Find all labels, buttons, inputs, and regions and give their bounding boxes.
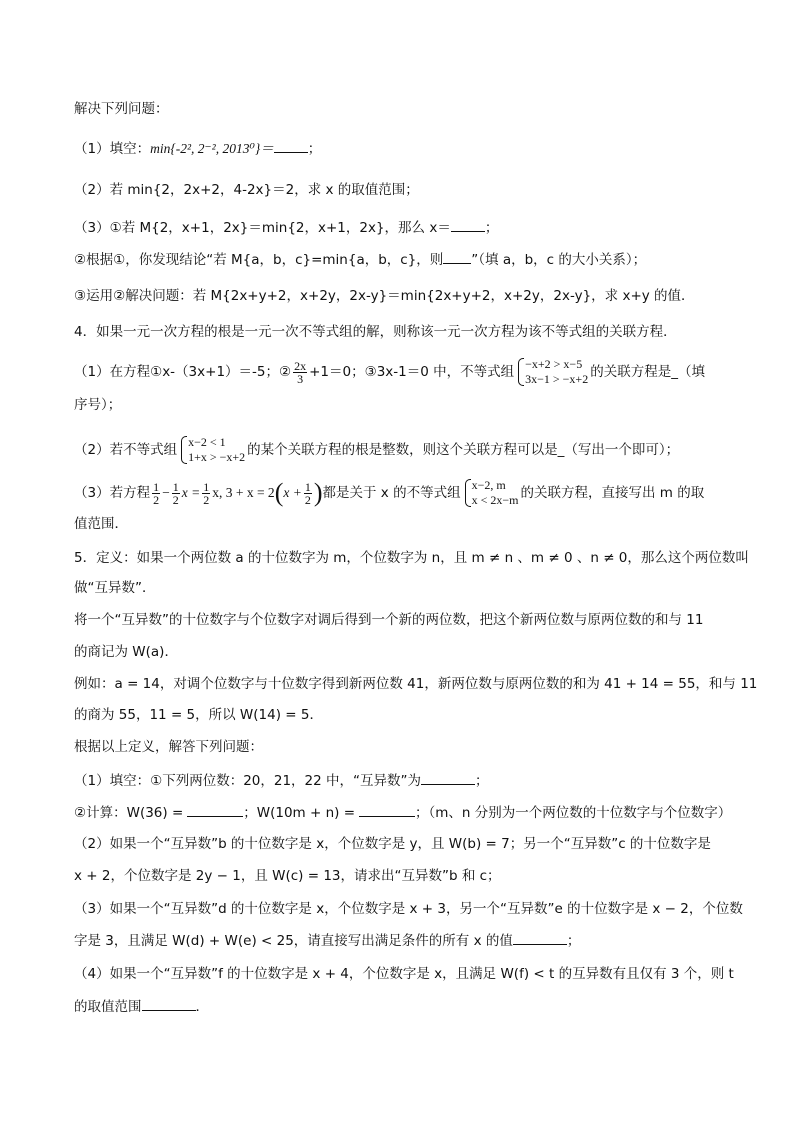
fraction: $\frac{2x}{3}$ xyxy=(294,358,307,386)
q5-2a: （2）如果一个“互异数”b 的十位数字是 x，个位数字是 y，且 W(b) = 7；另一个“互异数”c 的十位数字是 xyxy=(74,836,711,852)
q4-3-cont: 值范围． xyxy=(74,516,128,532)
q5-definition-1: 将一个“互异数”的十位数字与个位数字对调后得到一个新的两位数，把这个新两位数与原两位数的和与 11 xyxy=(74,612,704,628)
q5-1b: ②计算：W(36) = ；W(10m + n) = ；（m、n 分别为一个两位数的十位数字与个位数字） xyxy=(74,802,731,823)
q5-example-2: 的商为 55，11 = 5，所以 W(14) = 5． xyxy=(74,707,323,723)
fraction: $\frac{1}{2}$ xyxy=(304,479,311,507)
inequality-system: −x+2 > x−5 3x−1 > −x+2 xyxy=(516,357,588,387)
q4-2-line: （2）若不等式组 x−2 < 1 1+x > −x+2 的某个关联方程的根是整数，则这个关联方程可以是_（写出一个即可）； xyxy=(74,435,680,464)
q1-part3a: （3）①若 M{2，x+1，2x}＝min{2，x+1，2x}，那么 x＝ ； xyxy=(74,217,498,238)
q5-1a: （1）填空：①下列两位数：20，21，22 中，“互异数”为 ； xyxy=(74,770,489,791)
answer-blank[interactable] xyxy=(274,138,308,153)
left-paren: ( xyxy=(274,478,284,507)
q5-title: 5．定义：如果一个两位数 a 的十位数字为 m，个位数字为 n，且 m ≠ n 、m ≠ 0 、n ≠ 0，那么这个两位数叫 xyxy=(74,550,749,566)
q5-4b: 的取值范围 ． xyxy=(74,996,209,1017)
q4-1-line: （1）在方程①x-（3x+1）＝-5；② $\frac{2x}{3}$ +1＝0；③3x-1＝0 中，不等式组 −x+2 > x−5 3x−1 > −x+2 的关联方程是_（填 xyxy=(74,357,705,386)
q5-3a: （3）如果一个“互异数”d 的十位数字是 x，个位数字是 x + 3，另一个“互异数”e 的十位数字是 x − 2，个位数 xyxy=(74,901,743,917)
q1-part1: （1）填空：min{-2², 2⁻², 2013⁰}＝ ； xyxy=(74,138,321,159)
right-paren: ) xyxy=(313,478,323,507)
q5-4a: （4）如果一个“互异数”f 的十位数字是 x + 4，个位数字是 x，且满足 W(f) < t 的互异数有且仅有 3 个，则 t xyxy=(74,966,734,982)
q5-instruction: 根据以上定义，解答下列问题： xyxy=(74,739,263,755)
intro-line: 解决下列问题： xyxy=(74,101,169,117)
q5-example-1: 例如：a = 14，对调个位数字与十位数字得到新两位数 41，新两位数与原两位数的和为 41 + 14 = 55，和与 11 xyxy=(74,676,758,692)
q4-3-line: （3）若方程 $\frac{1}{2}$ − $\frac{1}{2}$ x = $\frac{1}{2}$ x, 3 + x = 2(x + $\frac{1}{2}$ )都是关于 x 的不等式组 x−2, m x < 2x−m 的关联方程，直接写出 m 的取 xyxy=(74,478,705,507)
answer-blank[interactable] xyxy=(451,217,485,232)
fraction: $\frac{1}{2}$ xyxy=(203,479,210,507)
q1-part3c: ③运用②解决问题：若 M{2x+y+2，x+2y，2x-y}＝min{2x+y+2，x+2y，2x-y}，求 x+y 的值． xyxy=(74,288,695,304)
answer-blank[interactable] xyxy=(443,249,471,264)
answer-blank[interactable] xyxy=(359,802,415,817)
q5-title-cont: 做“互异数”． xyxy=(74,580,156,596)
inequality-system: x−2, m x < 2x−m xyxy=(463,478,519,508)
q5-definition-2: 的商记为 W(a)． xyxy=(74,644,178,660)
q5-3b: 字是 3，且满足 W(d) + W(e) < 25，请直接写出满足条件的所有 x 的值 ； xyxy=(74,930,580,951)
q4-1-cont: 序号）； xyxy=(74,397,122,413)
answer-blank[interactable] xyxy=(142,996,196,1011)
answer-blank[interactable] xyxy=(421,770,475,785)
q4-title: 4．如果一元一次方程的根是一元一次不等式组的解，则称该一元一次方程为该不等式组的关联方程． xyxy=(74,324,677,340)
inequality-system: x−2 < 1 1+x > −x+2 xyxy=(179,435,245,465)
q5-2b: x + 2，个位数字是 2y − 1，且 W(c) = 13，请求出“互异数”b 和 c； xyxy=(74,868,501,884)
answer-blank[interactable] xyxy=(187,802,243,817)
answer-blank[interactable] xyxy=(513,930,567,945)
q1-part3b: ②根据①，你发现结论“若 M{a，b，c}=min{a，b，c}，则 ”（填 a，b，c 的大小关系）； xyxy=(74,249,646,270)
q1-part2: （2）若 min{2，2x+2，4-2x}＝2，求 x 的取值范围； xyxy=(74,182,419,198)
fraction: $\frac{1}{2}$ xyxy=(172,479,179,507)
fraction: $\frac{1}{2}$ xyxy=(153,479,160,507)
